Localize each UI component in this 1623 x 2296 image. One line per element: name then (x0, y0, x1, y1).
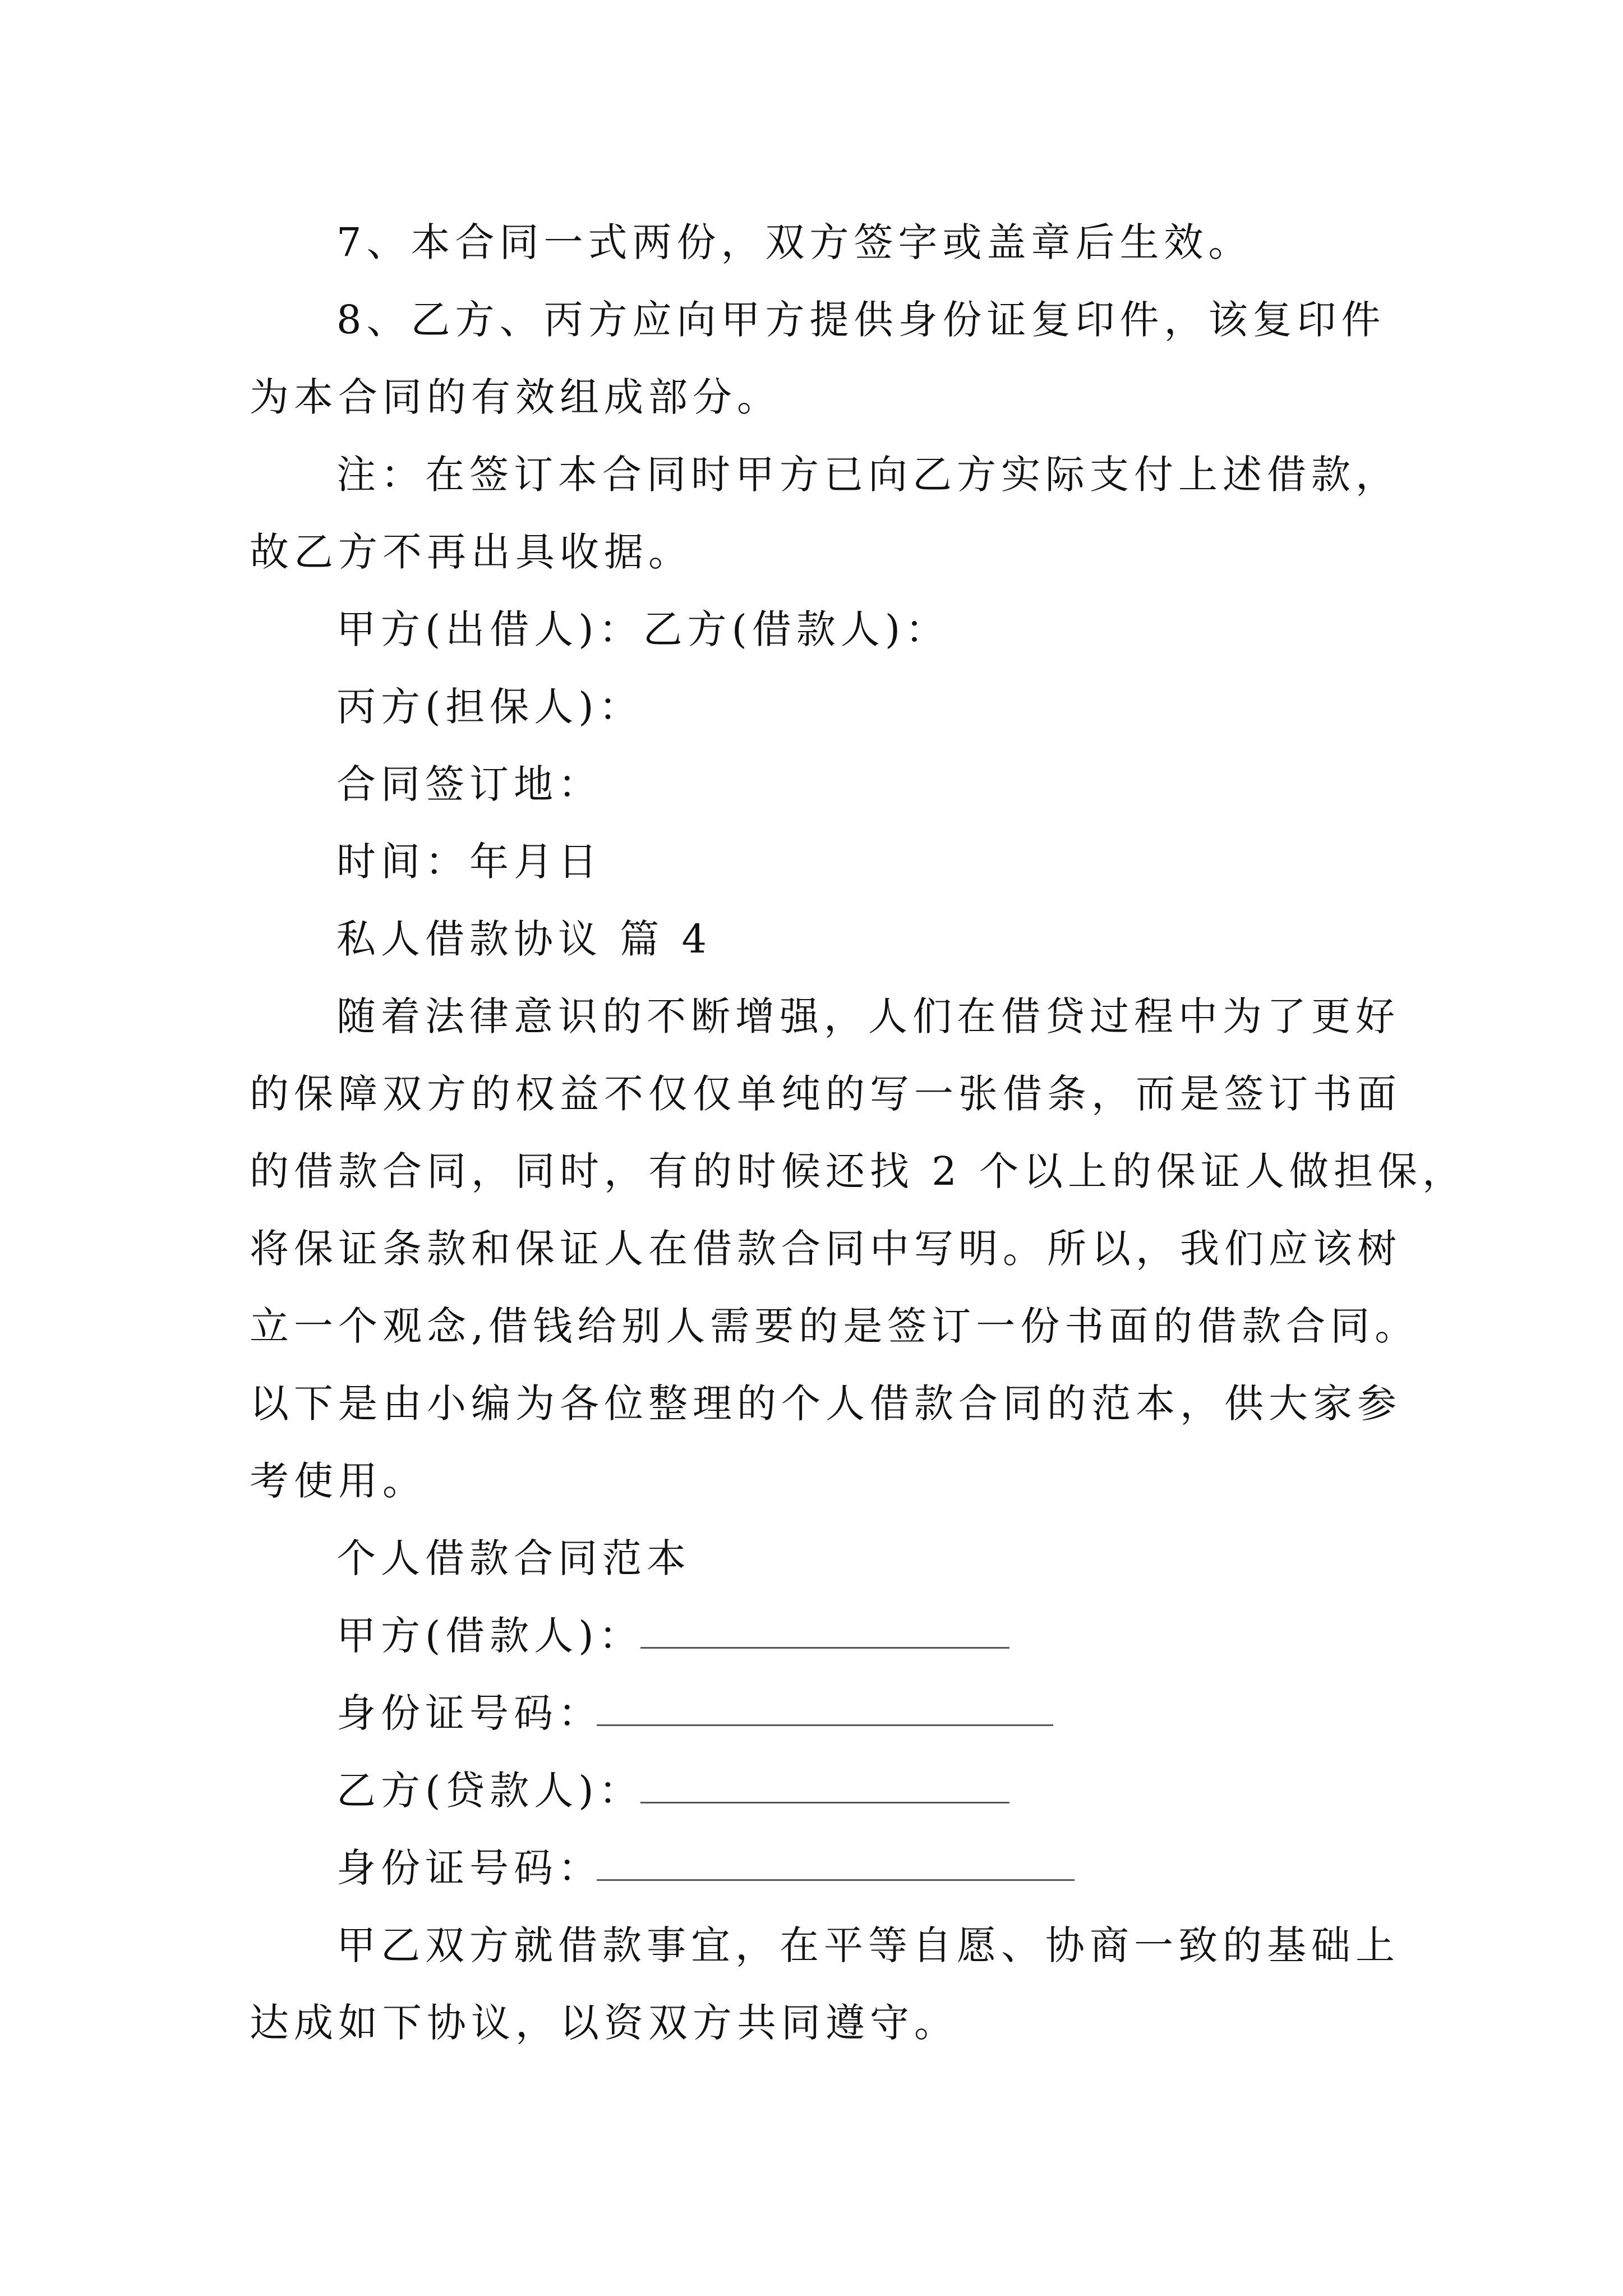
intro-paragraph-line-5: 立一个观念,借钱给别人需要的是签订一份书面的借款合同。 (250, 1303, 1419, 1349)
intro-paragraph-line-1: 随着法律意识的不断增强，人们在借贷过程中为了更好 (336, 993, 1400, 1039)
date-line: 时间：年月日 (336, 839, 602, 885)
note-line-2: 故乙方不再出具收据。 (250, 529, 693, 575)
party-a-label: 甲方(借款人)： (336, 1613, 643, 1659)
intro-paragraph-line-6: 以下是由小编为各位整理的个人借款合同的范本，供大家参 (250, 1381, 1401, 1427)
intro-paragraph-line-4: 将保证条款和保证人在借款合同中写明。所以，我们应该树 (250, 1226, 1401, 1272)
signing-place-line: 合同签订地： (336, 761, 602, 807)
clause-7: 7、本合同一式两份，双方签字或盖章后生效。 (336, 219, 1253, 265)
agreement-line-1: 甲乙双方就借款事宜，在平等自愿、协商一致的基础上 (336, 1922, 1400, 1968)
clause-8-line-2: 为本合同的有效组成部分。 (250, 374, 781, 420)
intro-paragraph-line-7: 考使用。 (250, 1458, 427, 1504)
intro-paragraph-line-3: 的借款合同，同时，有的时候还找 2 个以上的保证人做担保， (250, 1148, 1467, 1194)
party-b-blank (640, 1802, 1009, 1803)
party-b-id-blank (597, 1879, 1075, 1881)
clause-8-line-1: 8、乙方、丙方应向甲方提供身份证复印件，该复印件 (336, 297, 1386, 343)
section-heading: 私人借款协议 篇 4 (336, 916, 712, 962)
note-line-1: 注：在签订本合同时甲方已向乙方实际支付上述借款， (336, 452, 1400, 498)
party-a-id-blank (597, 1724, 1053, 1726)
template-title: 个人借款合同范本 (336, 1535, 691, 1581)
agreement-line-2: 达成如下协议，以资双方共同遵守。 (250, 2000, 958, 2046)
guarantor-signature-line: 丙方(担保人)： (336, 684, 643, 730)
party-a-b-signature-line: 甲方(出借人)：乙方(借款人)： (336, 606, 950, 652)
party-b-label: 乙方(贷款人)： (336, 1768, 643, 1814)
intro-paragraph-line-2: 的保障双方的权益不仅仅单纯的写一张借条，而是签订书面 (250, 1071, 1401, 1117)
party-a-blank (640, 1647, 1009, 1649)
party-a-id-label: 身份证号码： (336, 1690, 602, 1736)
party-b-id-label: 身份证号码： (336, 1845, 602, 1891)
